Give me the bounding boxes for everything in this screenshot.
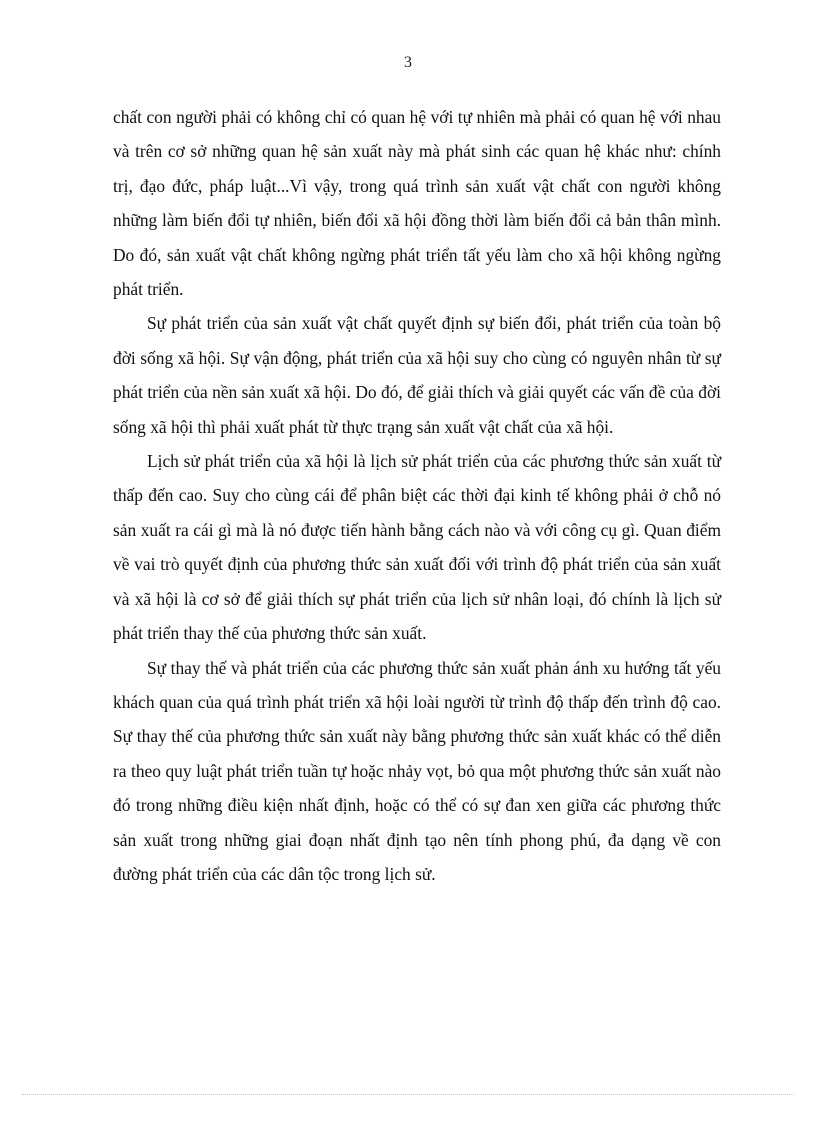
paragraph-2: Sự phát triển của sản xuất vật chất quyết định sự biến đổi, phát triển của toàn bộ đời sống xã hội. Sự vận động, phát triển của xã hội suy cho cùng có nguyên nhân từ sự phát triển của nền sản xuất xã hội. Do đó, để giải thích và giải quyết các vấn đề của đời sống xã hội thì phải xuất phát từ thực trạng sản xuất vật chất của xã hội. [113, 313, 721, 437]
paragraph-4: Sự thay thế và phát triển của các phương thức sản xuất phản ánh xu hướng tất yếu khách quan của quá trình phát triển xã hội loài người từ trình độ thấp đến trình độ cao. Sự thay thế của phương thức sản xuất này bằng phương thức sản xuất khác có thể diễn ra theo quy luật phát triển tuần tự hoặc nhảy vọt, bỏ qua một phương thức sản xuất nào đó trong những điều kiện nhất định, hoặc có thể có sự đan xen giữa các phương thức sản xuất trong những giai đoạn nhất định tạo nên tính phong phú, đa dạng về con đường phát triển của các dân tộc trong lịch sử. [113, 657, 721, 884]
page-bottom-divider [22, 1094, 794, 1095]
page-number: 3 [404, 54, 412, 71]
paragraph-3: Lịch sử phát triển của xã hội là lịch sử phát triển của các phương thức sản xuất từ thấp đến cao. Suy cho cùng cái để phân biệt các thời đại kinh tế không phải ở chỗ nó sản xuất ra cái gì mà là nó được tiến hành bằng cách nào và với công cụ gì. Quan điểm về vai trò quyết định của phương thức sản xuất đối với trình độ phát triển của sản xuất và xã hội là cơ sở để giải thích sự phát triển của lịch sử nhân loại, đó chính là lịch sử phát triển thay thế của phương thức sản xuất. [113, 451, 721, 644]
paragraph-1: chất con người phải có không chỉ có quan hệ với tự nhiên mà phải có quan hệ với nhau và trên cơ sở những quan hệ sản xuất này mà phát sinh các quan hệ khác như: chính trị, đạo đức, pháp luật...Vì vậy, trong quá trình sản xuất vật chất con người không những làm biến đổi tự nhiên, biến đổi xã hội đồng thời làm biến đổi cả bản thân mình. Do đó, sản xuất vật chất không ngừng phát triển tất yếu làm cho xã hội không ngừng phát triển. [113, 107, 721, 300]
body-text [113, 100, 721, 891]
